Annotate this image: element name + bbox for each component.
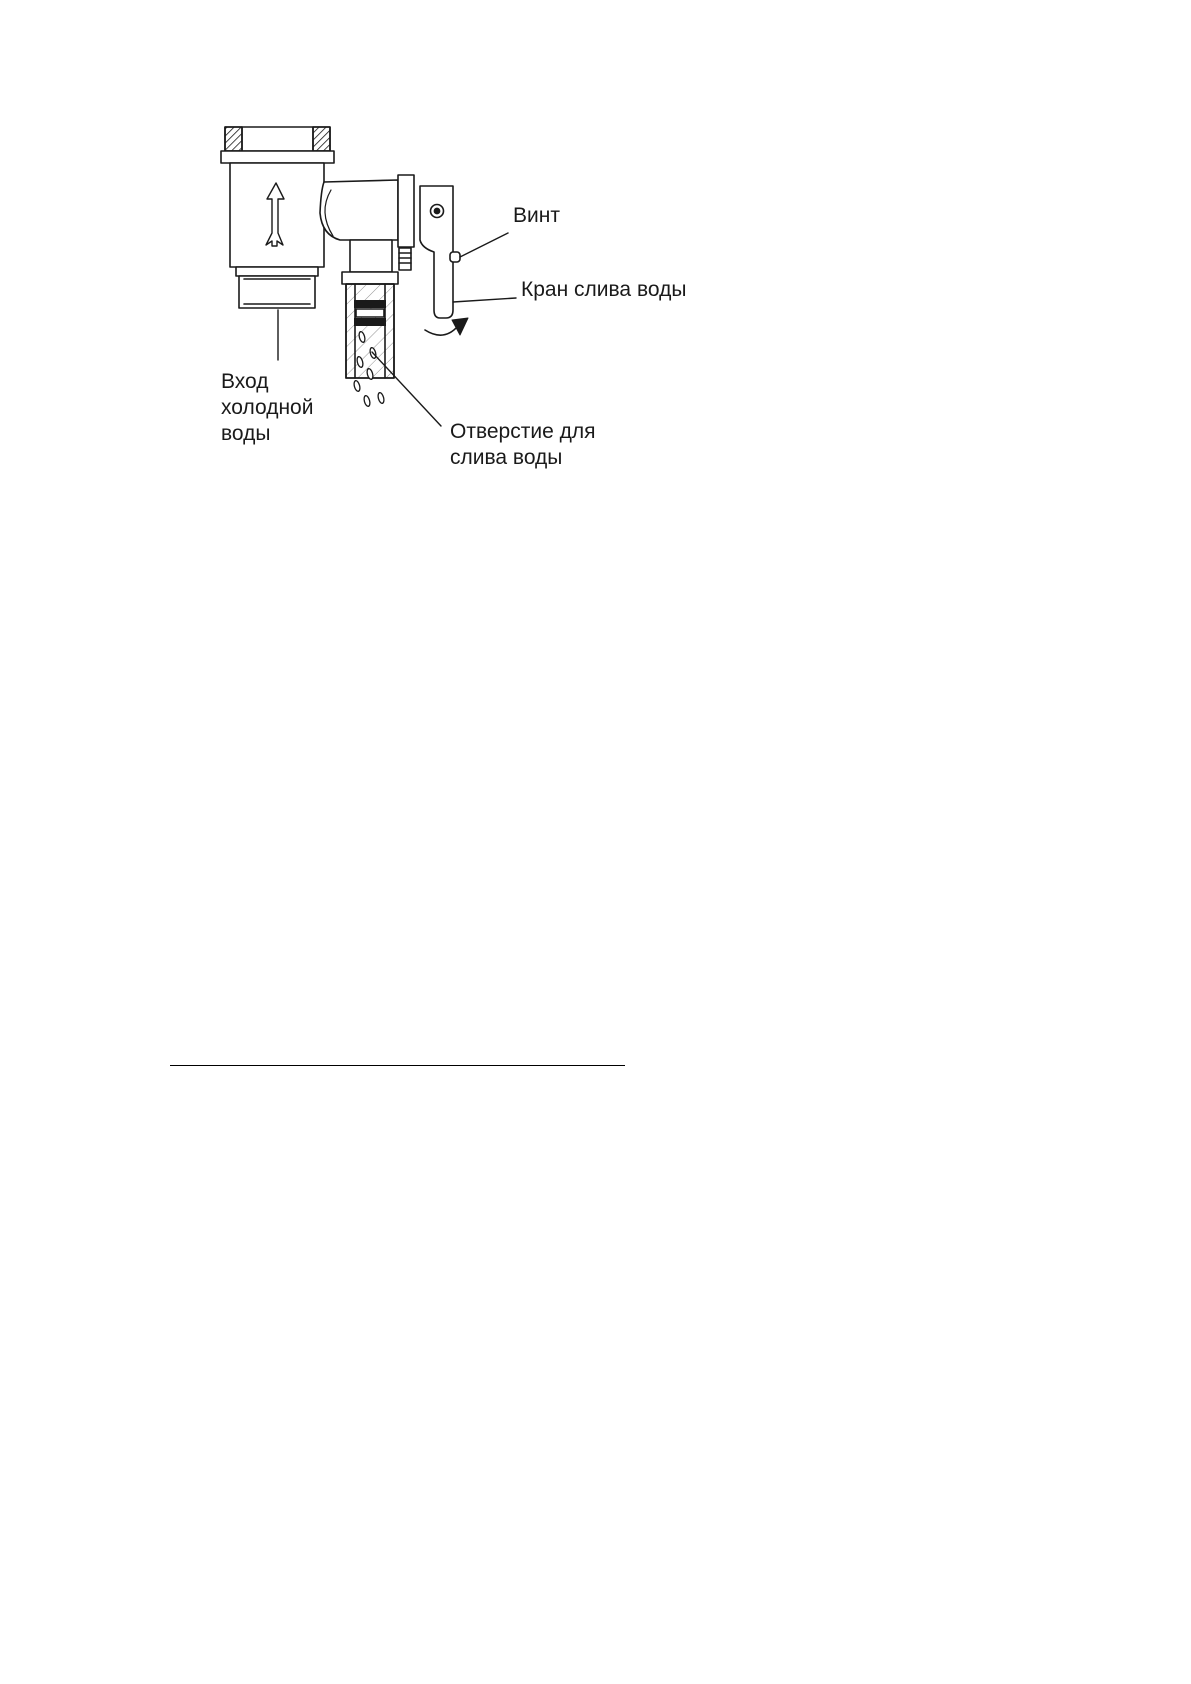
drain-neck xyxy=(350,240,392,272)
side-branch xyxy=(320,180,398,240)
bottom-nut xyxy=(236,267,318,276)
drain-nut xyxy=(342,272,398,284)
label-cold-water-inlet-line2: холодной xyxy=(221,396,314,419)
leader-line-drain-tap xyxy=(453,298,516,302)
label-drain-hole-line2: слива воды xyxy=(450,446,563,469)
label-drain-hole-line1: Отверстие для xyxy=(450,420,596,443)
label-cold-water-inlet-line1: Вход xyxy=(221,370,269,393)
top-cap-hatch-left xyxy=(225,127,242,151)
label-drain-tap: Кран слива воды xyxy=(521,278,687,301)
top-collar xyxy=(221,151,334,163)
rotation-arrow-icon xyxy=(425,318,468,335)
footnote-separator xyxy=(170,1065,625,1066)
branch-flange xyxy=(398,175,414,247)
label-screw: Винт xyxy=(513,204,560,227)
drain-hole xyxy=(346,284,394,378)
top-cap-hatch-right xyxy=(313,127,330,151)
leader-line-screw xyxy=(460,233,508,257)
leader-line-drain-hole xyxy=(372,352,441,426)
label-cold-water-inlet-line3: воды xyxy=(221,422,271,445)
